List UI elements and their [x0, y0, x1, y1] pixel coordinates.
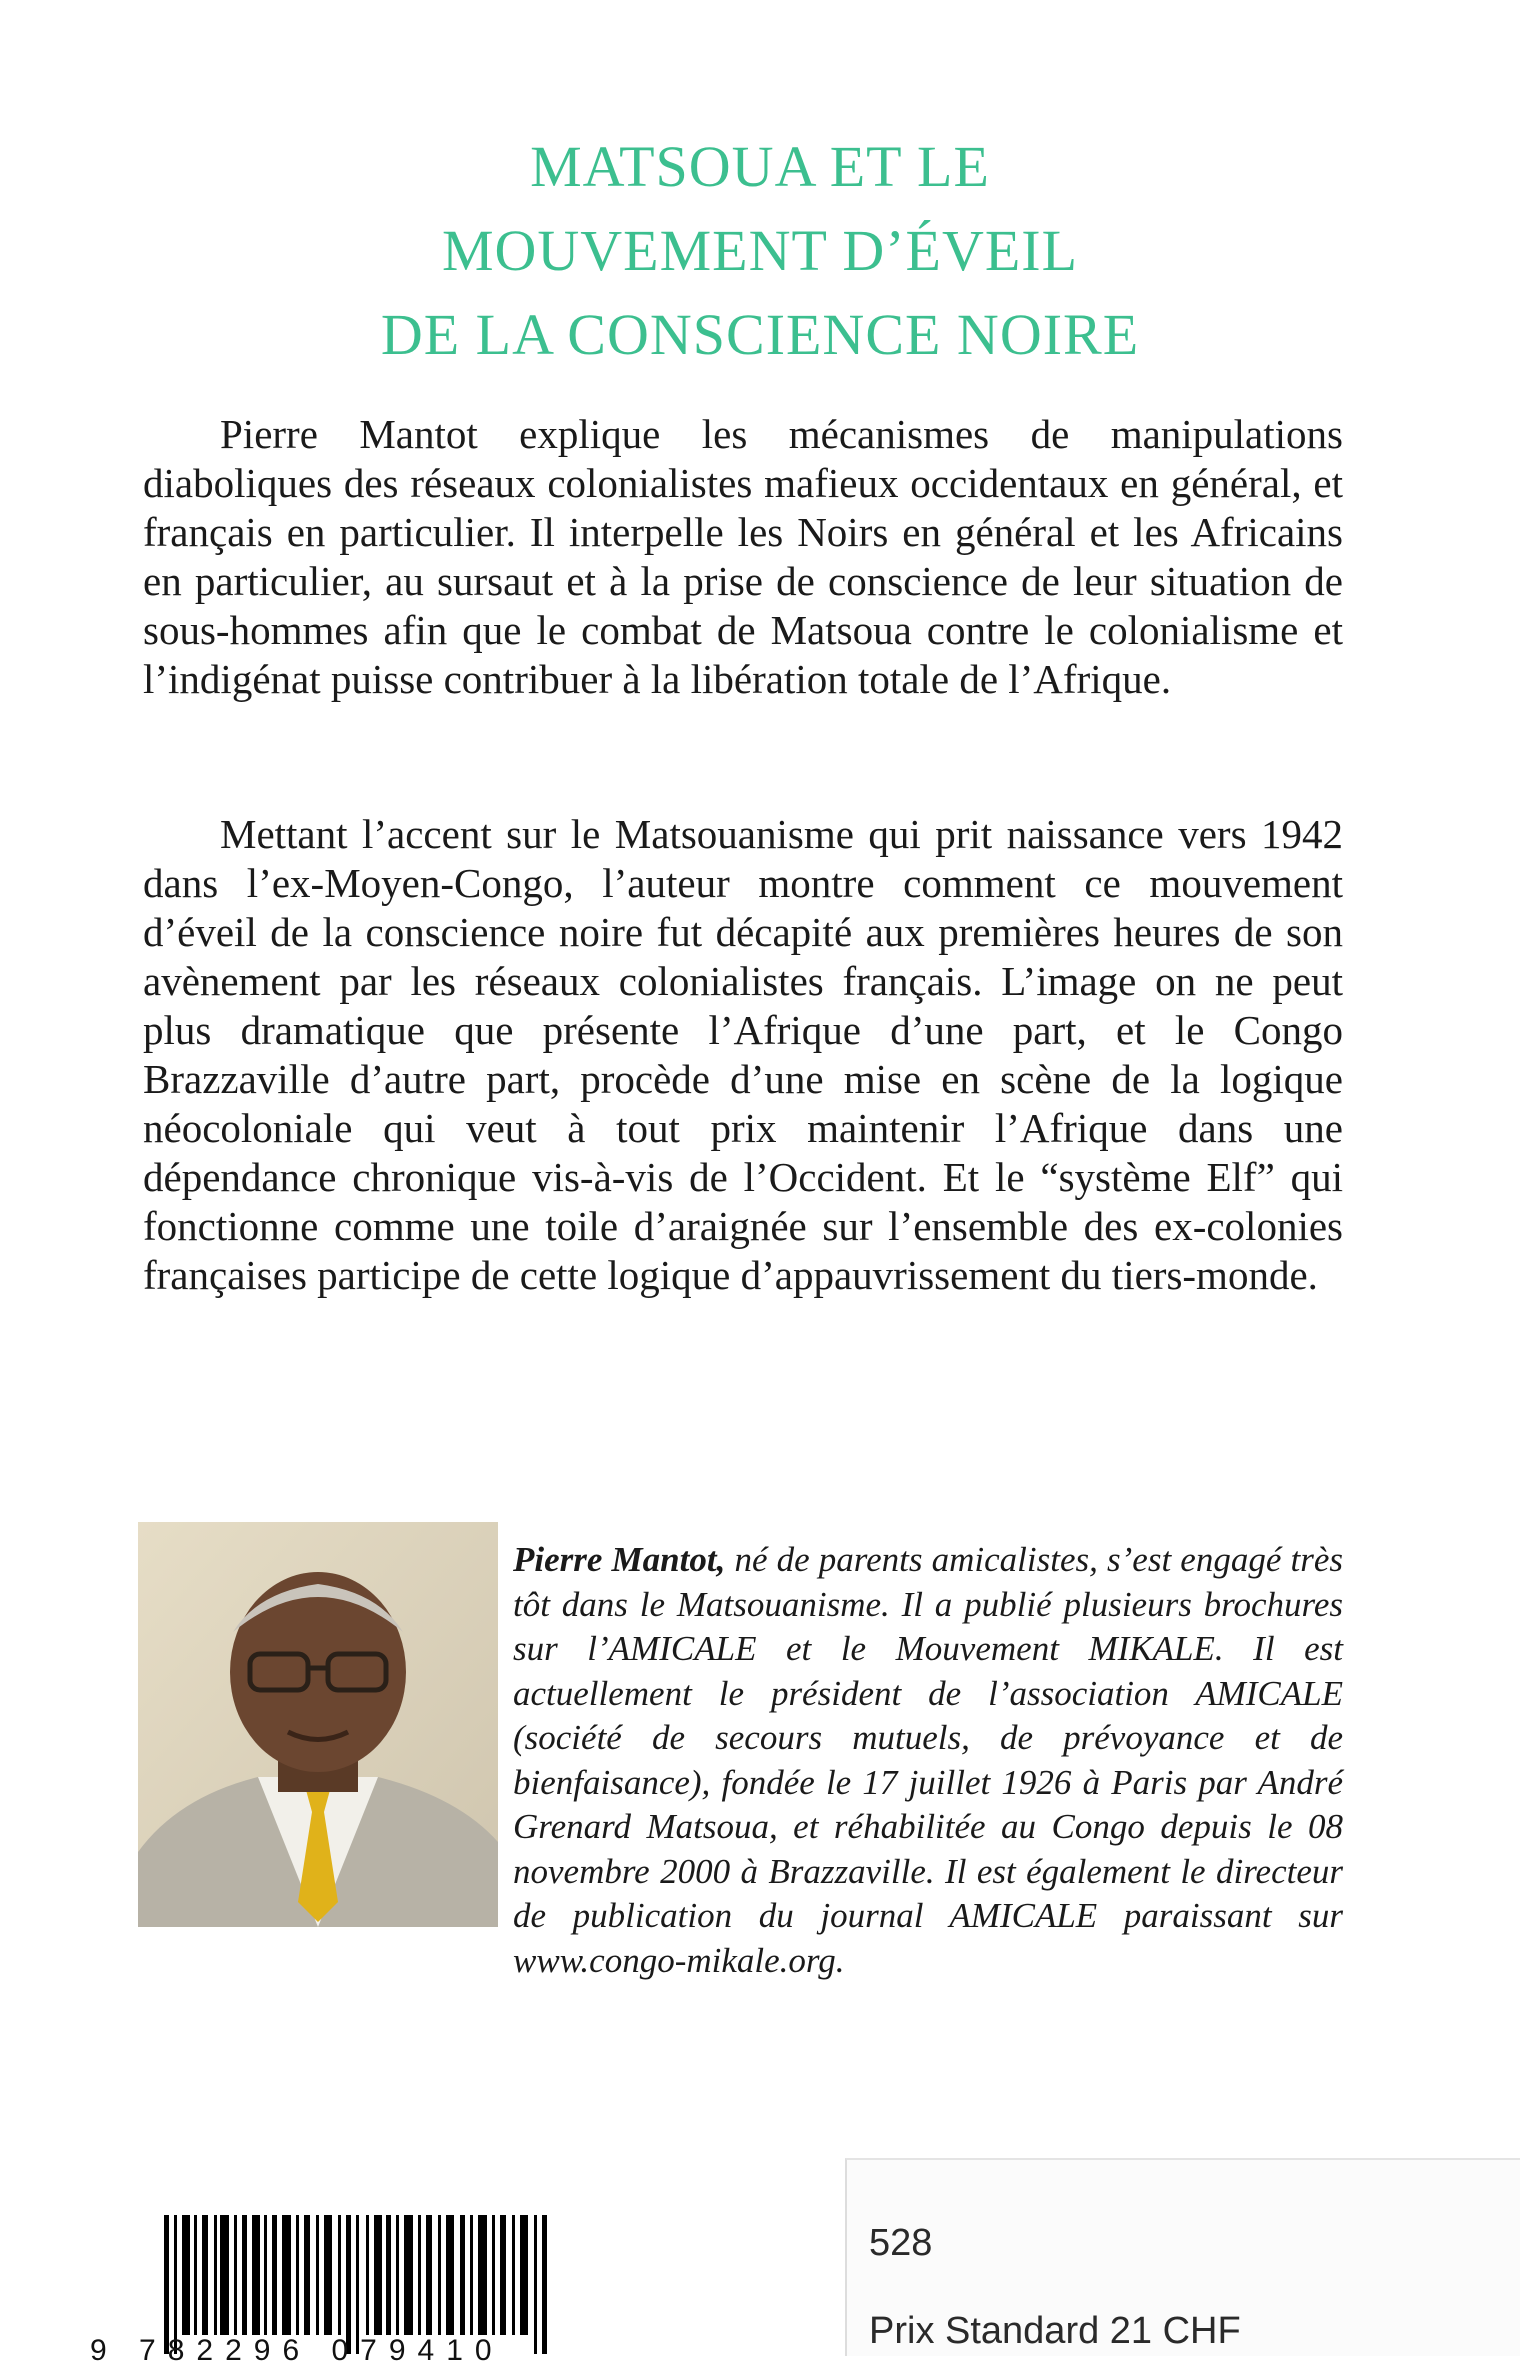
- author-bio-text: né de parents amicalistes, s’est engagé très tôt dans le Matsouanisme. Il a publié plusieurs brochures sur l’AMICALE et le Mouvement MIKALE. Il est actuellement le président de l’association AMICALE (société de secours mutuels, de prévoyance et de bienfaisance), fondée le 17 juillet 1926 à Paris par André Grenard Matsoua, et réhabilitée au Congo depuis le 08 novembre 2000 à Brazzaville. Il est également le directeur de publication du journal AMICALE paraissant sur www.congo-mikale.org.: [513, 1540, 1344, 1980]
- price-sticker: [845, 2158, 1520, 2356]
- title-line-2: MOUVEMENT D’ÉVEIL: [441, 218, 1079, 283]
- author-name: Pierre Mantot,: [513, 1540, 726, 1579]
- title-line-3: DE LA CONSCIENCE NOIRE: [380, 302, 1140, 367]
- sticker-price: Prix Standard 21 CHF: [869, 2310, 1241, 2352]
- summary-paragraph-1: Pierre Mantot explique les mécanismes de manipulations diaboliques des réseaux colonialistes mafieux occidentaux en général, et français en particulier. Il interpelle les Noirs en général et les Africains en particulier, au sursaut et à la prise de conscience de leur situation de sous-hommes afin que le combat de Matsoua contre le colonialisme et l’indigénat puisse contribuer à la libération totale de l’Afrique.: [143, 411, 1343, 702]
- barcode-digits: 9 782296 079410: [90, 2334, 504, 2367]
- author-bio: [513, 1538, 1343, 1983]
- title-line-1: MATSOUA ET LE: [530, 134, 990, 199]
- summary-paragraph-2: Mettant l’accent sur le Matsouanisme qui prit naissance vers 1942 dans l’ex-Moyen-Congo, l’auteur montre comment ce mouvement d’éveil de la conscience noire fut décapité aux premières heures de son avènement par les réseaux colonialistes français. L’image on ne peut plus dramatique que présente l’Afrique d’une part, et le Congo Brazzaville d’autre part, procède d’une mise en scène de la logique néocoloniale qui veut à tout prix maintenir l’Afrique dans une dépendance chronique vis-à-vis de l’Occident. Et le “système Elf” qui fonctionne comme une toile d’araignée sur l’ensemble des ex-colonies françaises participe de cette logique d’appauvrissement du tiers-monde.: [143, 811, 1343, 1298]
- book-title: [0, 125, 1520, 377]
- author-photo: [138, 1522, 498, 1927]
- sticker-number: 528: [869, 2222, 933, 2264]
